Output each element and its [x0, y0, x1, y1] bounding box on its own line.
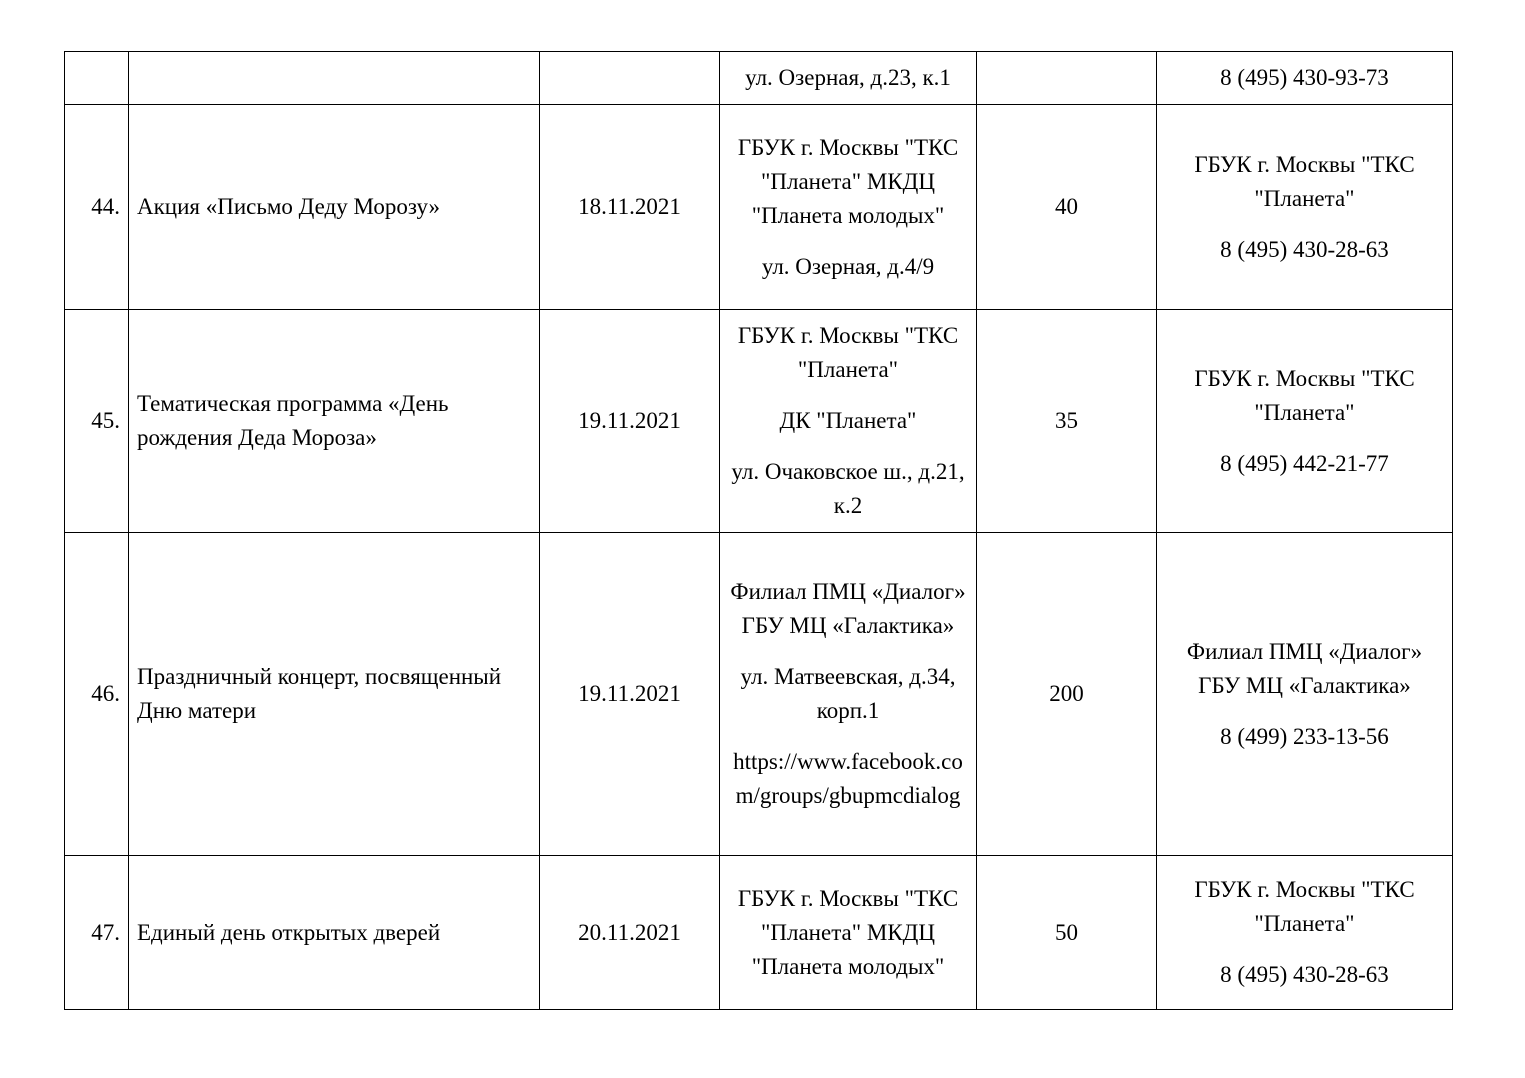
event-date: 20.11.2021: [540, 856, 720, 1010]
organizer-phone: 8 (495) 430-93-73: [1220, 65, 1389, 90]
organizer-name: Филиал ПМЦ «Диалог» ГБУ МЦ «Галактика»: [1186, 638, 1423, 698]
place-address: ул. Озерная, д.4/9: [761, 253, 935, 279]
event-place: [720, 310, 977, 533]
event-name: Тематическая программа «День рождения Деда Мороза»: [129, 310, 540, 533]
organizer-phone: 8 (495) 442-21-77: [1220, 450, 1389, 476]
row-number: [65, 52, 129, 105]
organizer-name: ГБУК г. Москвы "ТКС "Планета": [1194, 365, 1415, 425]
participant-count: 50: [977, 856, 1157, 1010]
event-name: Акция «Письмо Деду Морозу»: [129, 105, 540, 310]
organizer-phone: 8 (495) 430-28-63: [1220, 236, 1389, 262]
organizer-phone: 8 (499) 233-13-56: [1220, 723, 1389, 749]
organizer-name: ГБУК г. Москвы "ТКС "Планета": [1194, 877, 1415, 936]
event-place: [720, 105, 977, 310]
organizer: [1157, 533, 1453, 856]
participant-count: 200: [977, 533, 1157, 856]
event-place: [720, 856, 977, 1010]
table-row: [65, 533, 1453, 856]
table-row: [65, 856, 1453, 1010]
event-name: Единый день открытых дверей: [129, 856, 540, 1010]
organizer: [1157, 105, 1453, 310]
row-number: 45.: [65, 310, 129, 533]
place-organization: ГБУК г. Москвы "ТКС "Планета": [737, 323, 959, 382]
row-number: 44.: [65, 105, 129, 310]
organizer: [1157, 856, 1453, 1010]
place-address: ул. Очаковское ш., д.21, к.2: [731, 459, 965, 518]
event-date: [540, 52, 720, 105]
table-row: [65, 52, 1453, 105]
event-date: 18.11.2021: [540, 105, 720, 310]
place-venue: ДК "Планета": [779, 408, 917, 433]
row-number: 47.: [65, 856, 129, 1010]
place-venue: ГБУК г. Москвы "ТКС "Планета" МКДЦ "Планета молодых": [737, 885, 959, 979]
participant-count: 40: [977, 105, 1157, 310]
place-address: ул. Матвеевская, д.34, корп.1: [740, 664, 956, 723]
place-address: ул. Озерная, д.23, к.1: [745, 65, 951, 90]
event-name: [129, 52, 540, 105]
participant-count: 35: [977, 310, 1157, 533]
table-row: [65, 105, 1453, 310]
event-date: 19.11.2021: [540, 533, 720, 856]
place-venue: Филиал ПМЦ «Диалог» ГБУ МЦ «Галактика»: [730, 579, 966, 638]
place-venue: ГБУК г. Москвы "ТКС "Планета" МКДЦ "Планета молодых": [737, 134, 959, 228]
table-row: [65, 310, 1453, 533]
organizer-name: ГБУК г. Москвы "ТКС "Планета": [1194, 151, 1415, 211]
event-place: [720, 52, 977, 105]
event-date: 19.11.2021: [540, 310, 720, 533]
events-table: [64, 51, 1453, 1010]
organizer: [1157, 310, 1453, 533]
organizer-phone: 8 (495) 430-28-63: [1220, 962, 1389, 987]
event-place: [720, 533, 977, 856]
row-number: 46.: [65, 533, 129, 856]
event-name: Праздничный концерт, посвященный Дню матери: [129, 533, 540, 856]
participant-count: [977, 52, 1157, 105]
place-link: https://www.facebook.com/groups/gbupmcdialog: [733, 749, 963, 808]
organizer: [1157, 52, 1453, 105]
